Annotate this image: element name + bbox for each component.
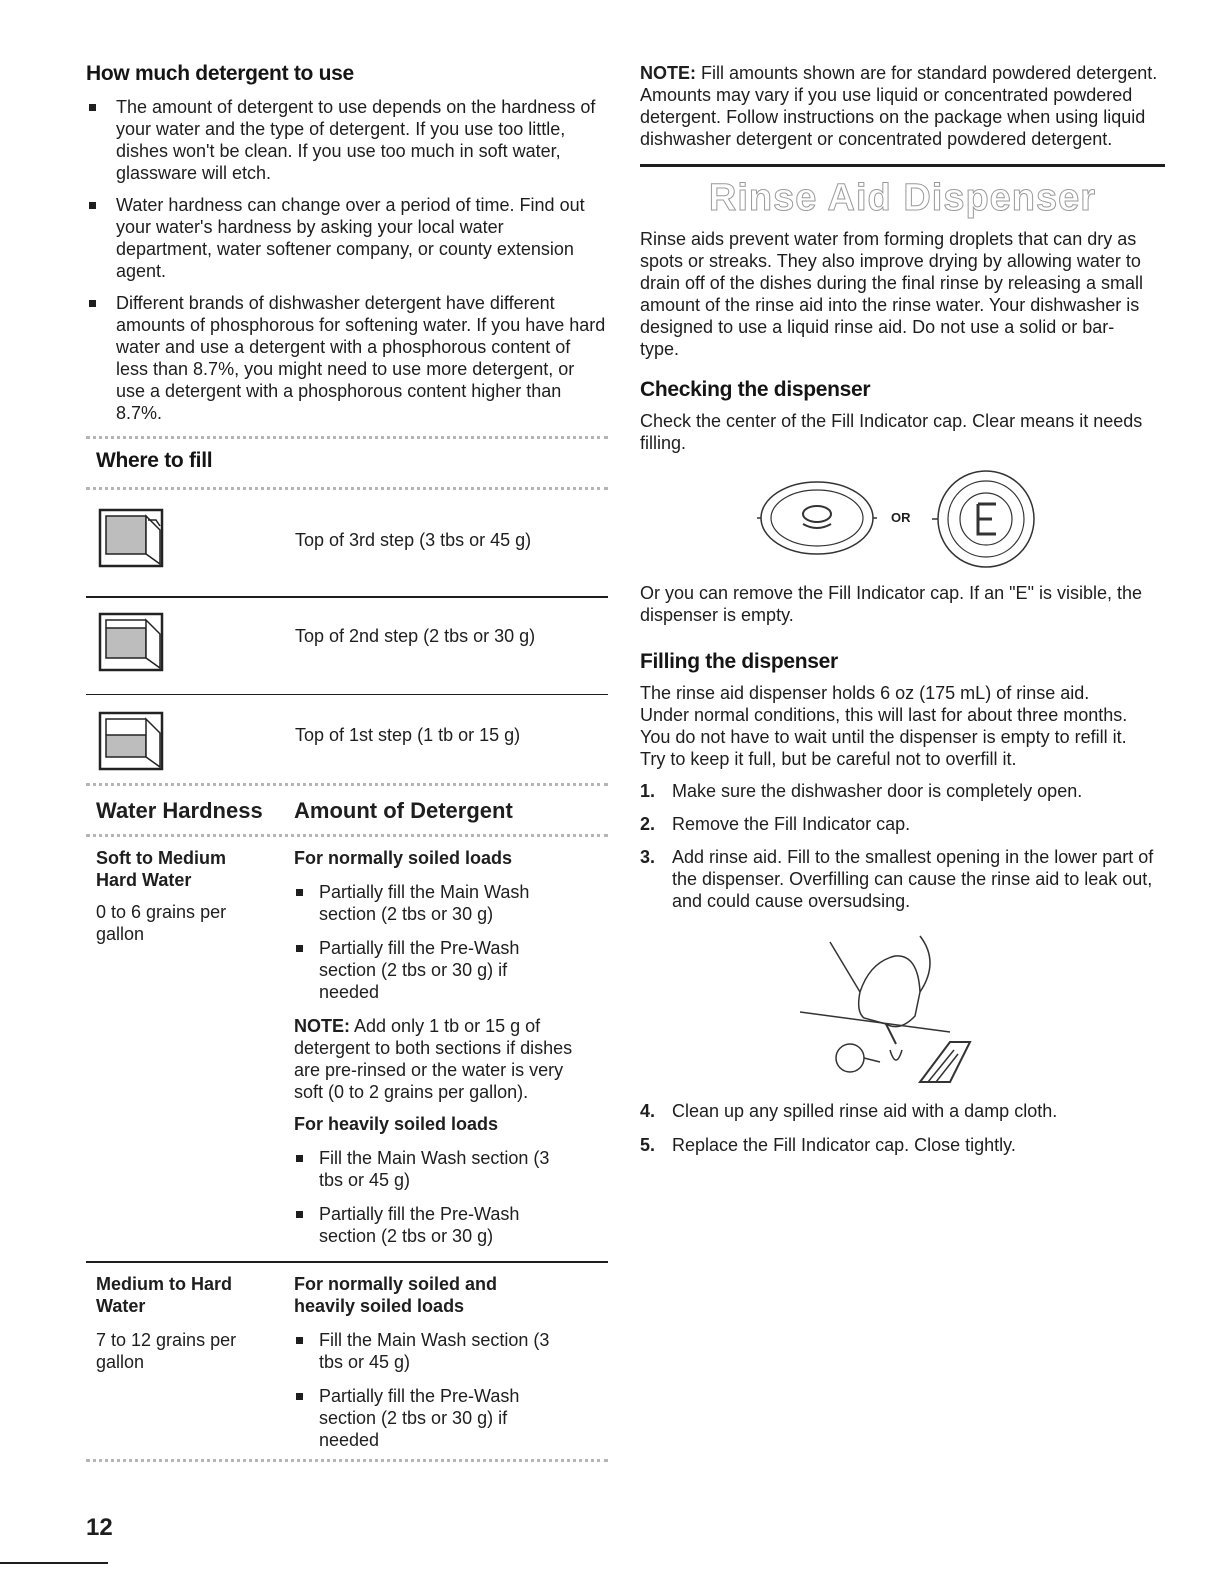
- step-item: [640, 780, 1162, 802]
- fill-indicator-illustration: [640, 462, 1165, 576]
- fill-row-3rd: [86, 508, 608, 596]
- amount-of-detergent-header: Amount of Detergent: [294, 798, 513, 823]
- where-to-fill-heading: Where to fill: [96, 449, 213, 472]
- remove-text: Or you can remove the Fill Indicator cap. If an "E" is visible, the dispenser is empty.: [640, 583, 1142, 625]
- note-text: Fill amounts shown are for standard powdered detergent. Amounts may vary if you use liquid or concentrated powdered detergent. Follow instructions on the package when using liquid dishwasher detergent or concentrated powdered detergent.: [640, 63, 1158, 149]
- checking-heading: Checking the dispenser: [640, 378, 871, 401]
- step-text: Add rinse aid. Fill to the smallest opening in the lower part of the dispenser. Overfilling can cause the rinse aid to leak out, and could cause oversudsing.: [672, 847, 1154, 911]
- divider: [86, 487, 608, 490]
- fill-indicator-cap-icon: [757, 478, 877, 558]
- step-text: Replace the Fill Indicator cap. Close tightly.: [672, 1135, 1016, 1155]
- checking-text: Check the center of the Fill Indicator cap. Clear means it needs filling.: [640, 411, 1143, 453]
- load-title: For heavily soiled loads: [294, 1114, 499, 1134]
- step-number: 1.: [640, 781, 656, 801]
- filling-heading: Filling the dispenser: [640, 650, 838, 673]
- note-label: NOTE:: [294, 1016, 350, 1036]
- step-number: 2.: [640, 814, 656, 834]
- detergent-cup-2nd-step-icon: [98, 612, 170, 674]
- or-label: OR: [891, 510, 911, 525]
- water-hardness-header: Water Hardness: [96, 798, 263, 823]
- divider: [86, 834, 608, 837]
- step-text: Remove the Fill Indicator cap.: [672, 814, 911, 834]
- amount-bullets: [294, 1329, 606, 1451]
- step-text: Clean up any spilled rinse aid with a damp cloth.: [672, 1101, 1058, 1121]
- bullet-item: Partially fill the Pre-Wash section (2 tbs or 30 g) if needed: [294, 1385, 559, 1451]
- note-label: NOTE:: [640, 63, 696, 83]
- hardness-desc: 7 to 12 grains per gallon: [96, 1330, 237, 1372]
- rinse-intro: Rinse aids prevent water from forming droplets that can dry as spots or streaks. They also improve drying by allowing water to drain off of the dishes during the final rinse by releasing a small amount of the rinse aid into the rinse water. Your dishwasher is designed to use a liquid rinse aid. Do not use a solid or bar-type.: [640, 229, 1143, 359]
- hardness-title: Medium to Hard Water: [96, 1274, 233, 1316]
- amount-cell: [294, 847, 606, 1247]
- amount-cell: [294, 1273, 606, 1451]
- load-title: For normally soiled and heavily soiled loads: [294, 1274, 498, 1316]
- divider: [86, 694, 608, 695]
- left-column: [86, 62, 608, 1462]
- table-header: [86, 798, 608, 824]
- right-column: [640, 62, 1165, 1156]
- hardness-title: Soft to Medium Hard Water: [96, 848, 226, 890]
- section-rule: [640, 164, 1165, 167]
- divider: [86, 1459, 608, 1462]
- fill-row-2nd: [86, 612, 608, 694]
- fill-row-1st: [86, 711, 608, 783]
- filling-text: The rinse aid dispenser holds 6 oz (175 mL) of rinse aid. Under normal conditions, this will last for about three months. You do not have to wait until the dispenser is empty to refill it. Try to keep it full, but be careful not to overfill it.: [640, 683, 1128, 769]
- bullet-item: The amount of detergent to use depends on the hardness of your water and the type of detergent. If you use too little, dishes won't be clean. If you use too much in soft water, glassware will etch.: [86, 96, 596, 184]
- hardness-cell: [96, 847, 294, 1247]
- step-number: 3.: [640, 847, 656, 867]
- fill-note: [640, 62, 1160, 150]
- step-item: [640, 846, 1162, 912]
- detergent-heading: How much detergent to use: [86, 62, 354, 85]
- bullet-item: Partially fill the Pre-Wash section (2 tbs or 30 g) if needed: [294, 937, 559, 1003]
- amount-bullets: [294, 1147, 606, 1247]
- step-item: [640, 1100, 1162, 1122]
- step-item: [640, 1134, 1162, 1156]
- rinse-aid-pouring-icon: [800, 932, 980, 1092]
- divider: [86, 436, 608, 439]
- bullet-item: Fill the Main Wash section (3 tbs or 45 g): [294, 1147, 559, 1191]
- detergent-cup-full-icon: [98, 508, 170, 570]
- fill-amount-text: Top of 3rd step (3 tbs or 45 g): [295, 530, 532, 550]
- filling-steps: [640, 1100, 1165, 1156]
- step-number: 4.: [640, 1101, 656, 1121]
- filling-steps: [640, 780, 1165, 912]
- rinse-aid-title: Rinse Aid Dispenser: [708, 177, 1097, 219]
- note-paragraph: [294, 1015, 594, 1103]
- divider: [86, 1261, 608, 1263]
- divider: [86, 783, 608, 786]
- table-row: [86, 1273, 608, 1451]
- fill-indicator-e-icon: [928, 464, 1038, 574]
- hardness-cell: [96, 1273, 294, 1451]
- bullet-item: Partially fill the Pre-Wash section (2 tbs or 30 g): [294, 1203, 559, 1247]
- page-number: 12: [86, 1514, 113, 1541]
- hardness-desc: 0 to 6 grains per gallon: [96, 902, 227, 944]
- fill-amount-text: Top of 2nd step (2 tbs or 30 g): [295, 626, 536, 646]
- load-title: For normally soiled loads: [294, 848, 513, 868]
- fill-amount-text: Top of 1st step (1 tb or 15 g): [295, 725, 521, 745]
- detergent-bullets: [86, 96, 608, 424]
- divider: [86, 596, 608, 598]
- bullet-item: Partially fill the Main Wash section (2 tbs or 30 g): [294, 881, 559, 925]
- bullet-item: Water hardness can change over a period of time. Find out your water's hardness by asking your local water department, water softener company, or county extension agent.: [86, 194, 596, 282]
- detergent-cup-1st-step-icon: [98, 711, 170, 773]
- amount-bullets: [294, 881, 606, 1003]
- footer-rule: [0, 1562, 108, 1564]
- table-row: [86, 847, 608, 1247]
- step-number: 5.: [640, 1135, 656, 1155]
- step-text: Make sure the dishwasher door is completely open.: [672, 781, 1083, 801]
- note-text: Add only 1 tb or 15 g of detergent to both sections if dishes are pre-rinsed or the water is very soft (0 to 2 grains per gallon).: [294, 1016, 573, 1102]
- bullet-item: Fill the Main Wash section (3 tbs or 45 g): [294, 1329, 559, 1373]
- step-item: [640, 813, 1162, 835]
- bullet-item: Different brands of dishwasher detergent have different amounts of phosphorous for softening water. If you have hard water and use a detergent with a phosphorous content of less than 8.7%, you might need to use more detergent, or use a detergent with a phosphorous content higher than 8.7%.: [86, 292, 606, 424]
